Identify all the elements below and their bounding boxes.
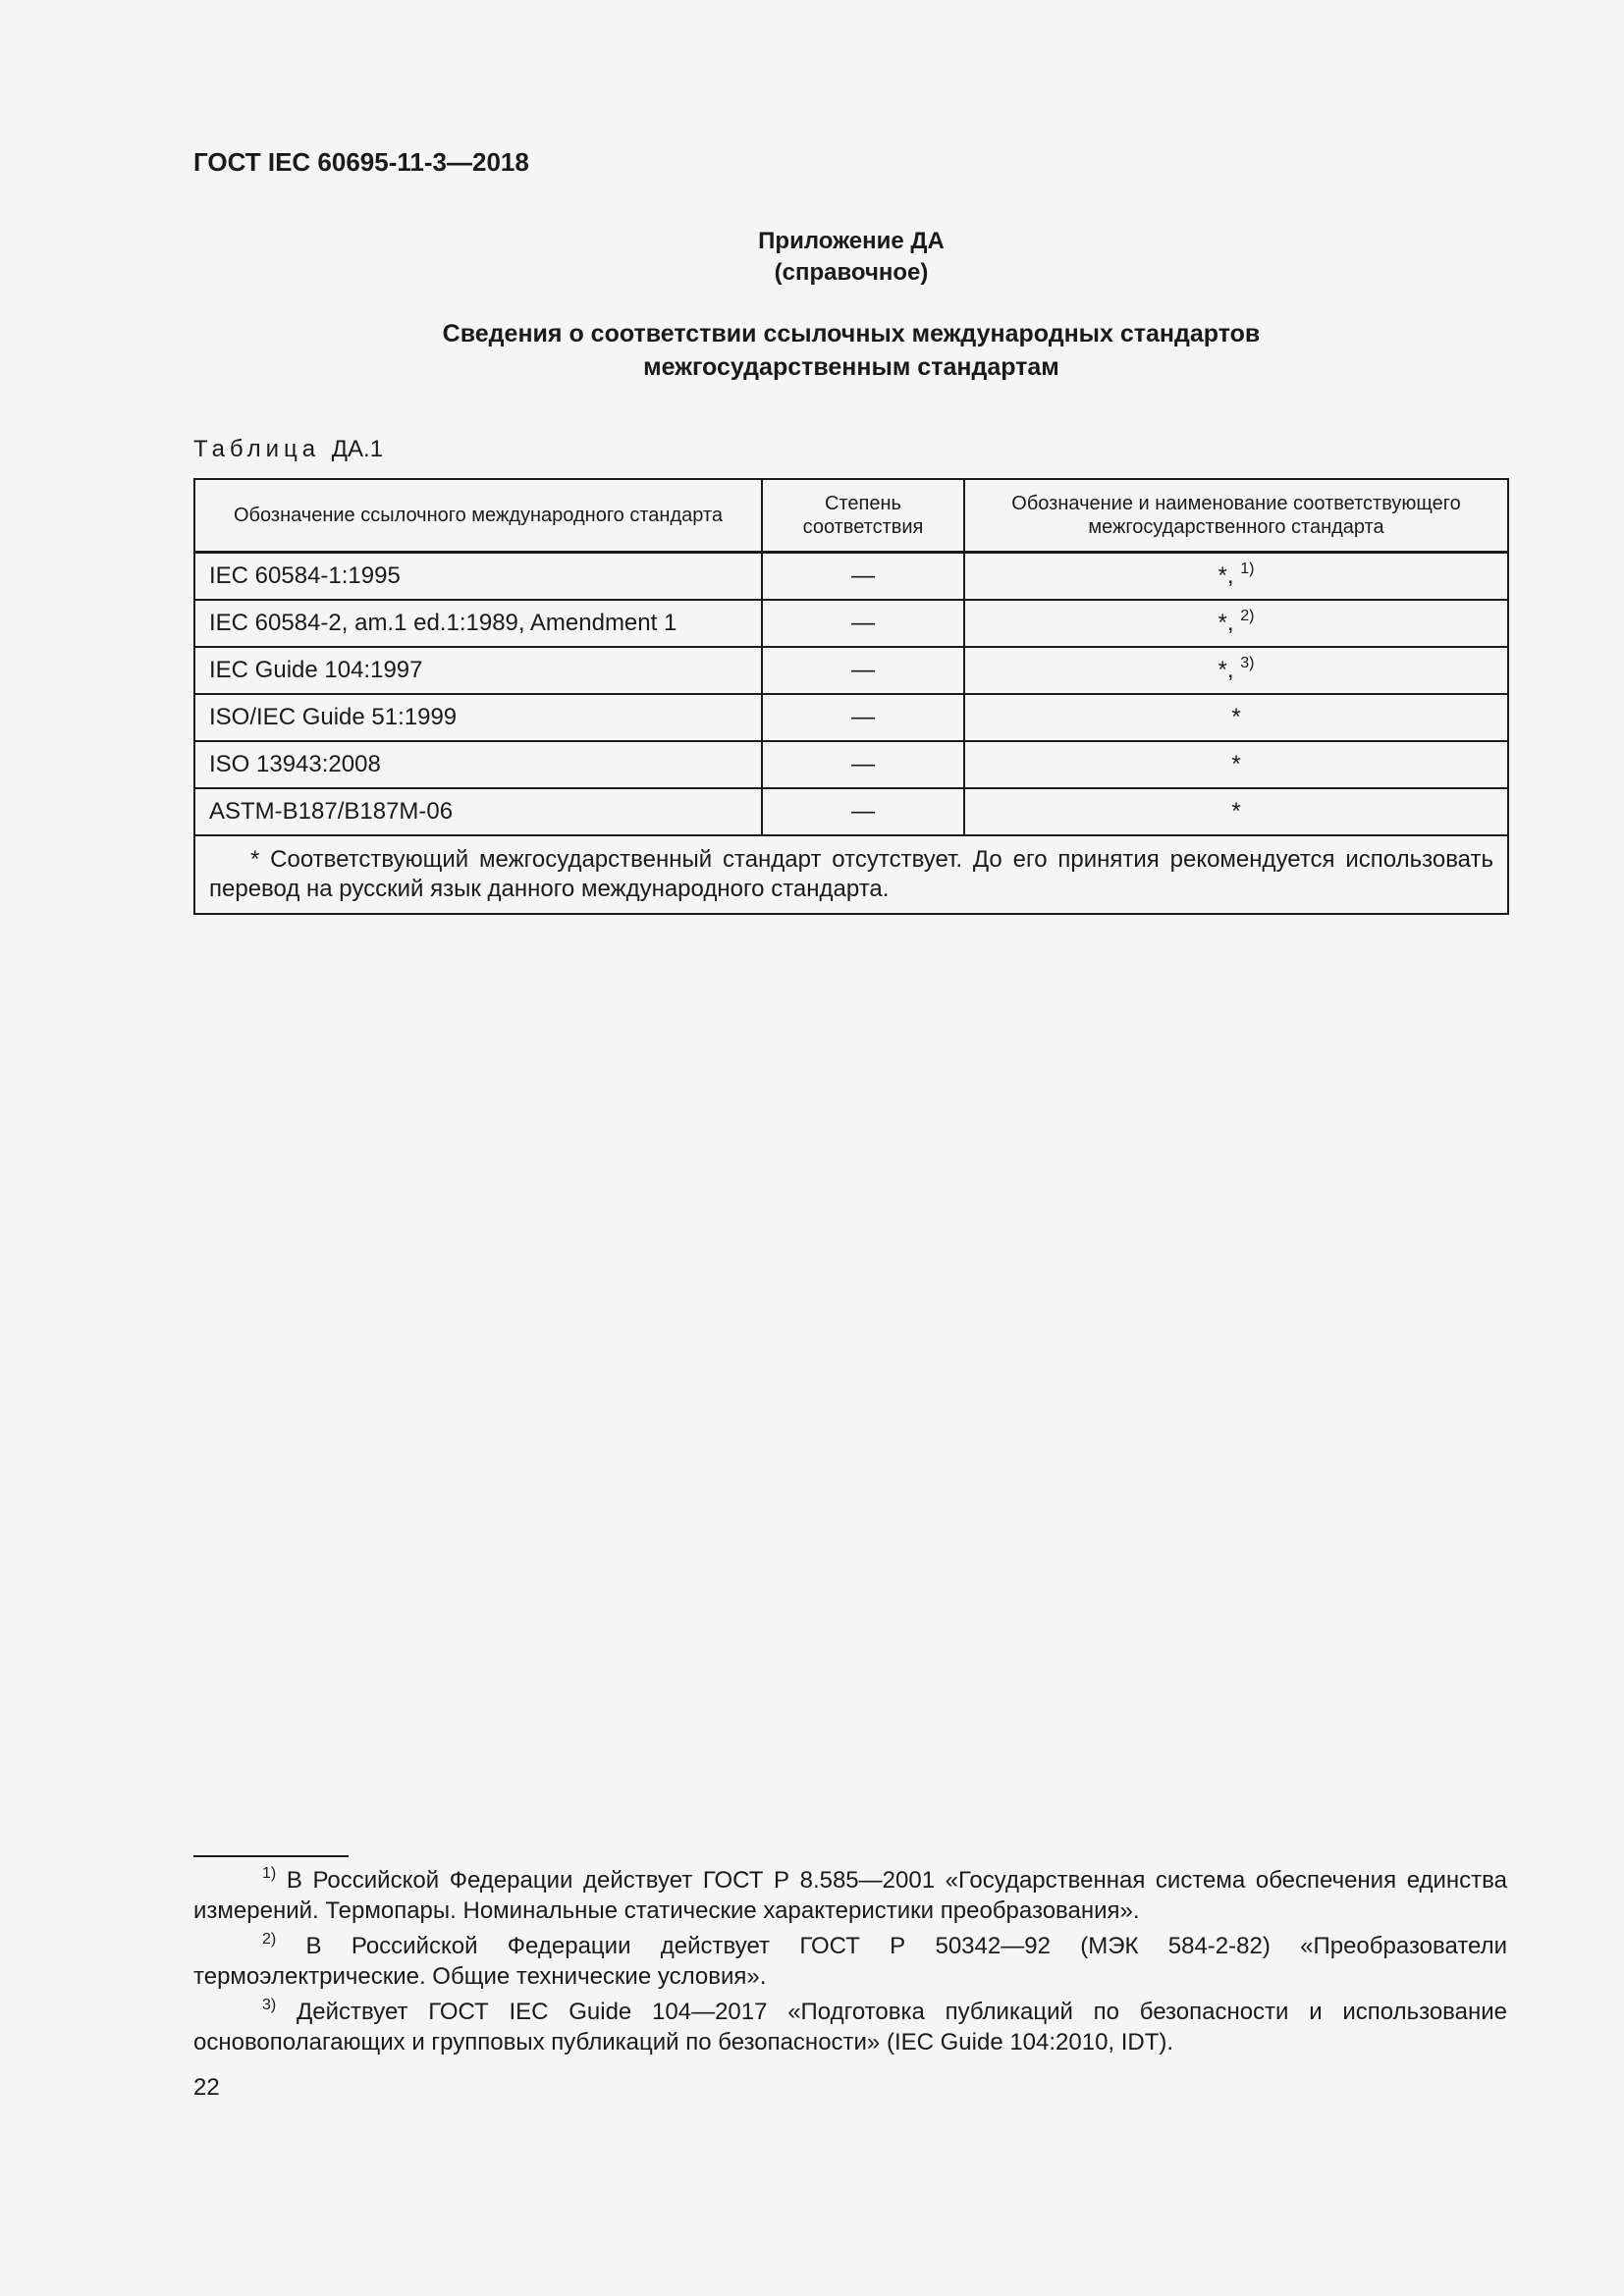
- footnote-text: Действует ГОСТ IEC Guide 104—2017 «Подготовка публикаций по безопасности и использование основополагающих и групповых публикаций по безопасности» (IEC Guide 104:2010, IDT).: [193, 1999, 1507, 2056]
- footnote: [193, 1931, 1507, 1992]
- degree-cell: —: [762, 694, 964, 741]
- degree-cell: —: [762, 600, 964, 647]
- footnote-mark: 1): [262, 1865, 277, 1882]
- ref-standard-cell: IEC Guide 104:1997: [194, 647, 762, 694]
- document-code: ГОСТ IEC 60695-11-3—2018: [193, 147, 529, 177]
- table-note-row: [194, 835, 1508, 914]
- section-title: [0, 317, 1624, 384]
- degree-cell: —: [762, 788, 964, 835]
- interstate-cell: [964, 694, 1508, 741]
- table-row: [194, 788, 1508, 835]
- section-title-line-1: Сведения о соответствии ссылочных международных стандартов: [442, 320, 1261, 347]
- table-row: [194, 647, 1508, 694]
- footnote: [193, 1865, 1507, 1926]
- appendix-subtitle: (справочное): [774, 259, 929, 286]
- ref-standard-cell: ASTM-B187/B187M-06: [194, 788, 762, 835]
- footnote-mark: 2): [262, 1931, 277, 1948]
- match-mark: *,: [1218, 562, 1234, 589]
- interstate-cell: [964, 553, 1508, 601]
- page-number: 22: [193, 2074, 220, 2101]
- match-mark: *,: [1218, 657, 1234, 683]
- ref-standard-cell: ISO/IEC Guide 51:1999: [194, 694, 762, 741]
- correspondence-table: [193, 478, 1509, 915]
- footnote-ref: 3): [1240, 655, 1255, 671]
- header-interstate-standard: Обозначение и наименование соответствующего межгосударственного стандарта: [964, 479, 1508, 553]
- table-caption-number: ДА.1: [331, 436, 384, 462]
- ref-standard-cell: IEC 60584-1:1995: [194, 553, 762, 601]
- footnote-text: В Российской Федерации действует ГОСТ Р 50342—92 (МЭК 584-2-82) «Преобразователи термоэлектрические. Общие технические условия».: [193, 1933, 1507, 1990]
- match-mark: *: [1231, 704, 1241, 730]
- table-row: [194, 553, 1508, 601]
- interstate-cell: [964, 788, 1508, 835]
- table-caption: [193, 436, 383, 463]
- match-mark: *: [1231, 751, 1241, 777]
- table-header-row: [194, 479, 1508, 553]
- match-mark: *: [1231, 798, 1241, 825]
- interstate-cell: [964, 647, 1508, 694]
- footnotes: [193, 1865, 1507, 2062]
- ref-standard-cell: ISO 13943:2008: [194, 741, 762, 788]
- table-caption-prefix: Таблица: [193, 436, 321, 462]
- table-row: [194, 741, 1508, 788]
- footnote-ref: 2): [1240, 608, 1255, 624]
- interstate-cell: [964, 600, 1508, 647]
- appendix-heading: [0, 226, 1624, 289]
- match-mark: *,: [1218, 610, 1234, 636]
- interstate-cell: [964, 741, 1508, 788]
- table-note: [194, 835, 1508, 914]
- section-title-line-2: межгосударственным стандартам: [643, 353, 1059, 381]
- appendix-title: Приложение ДА: [758, 228, 945, 254]
- degree-cell: —: [762, 647, 964, 694]
- degree-cell: —: [762, 553, 964, 601]
- footnote-separator: [193, 1855, 349, 1857]
- footnote-ref: 1): [1240, 561, 1255, 577]
- ref-standard-cell: IEC 60584-2, am.1 ed.1:1989, Amendment 1: [194, 600, 762, 647]
- header-degree: Степень соответствия: [762, 479, 964, 553]
- header-ref-standard: Обозначение ссылочного международного стандарта: [194, 479, 762, 553]
- table-row: [194, 694, 1508, 741]
- footnote-mark: 3): [262, 1997, 277, 2013]
- footnote: [193, 1997, 1507, 2057]
- table-row: [194, 600, 1508, 647]
- table-note-text: * Соответствующий межгосударственный стандарт отсутствует. До его принятия рекомендуется использовать перевод на русский язык данного международного стандарта.: [209, 846, 1493, 902]
- degree-cell: —: [762, 741, 964, 788]
- footnote-text: В Российской Федерации действует ГОСТ Р 8.585—2001 «Государственная система обеспечения единства измерений. Термопары. Номинальные статические характеристики преобразования».: [193, 1867, 1508, 1924]
